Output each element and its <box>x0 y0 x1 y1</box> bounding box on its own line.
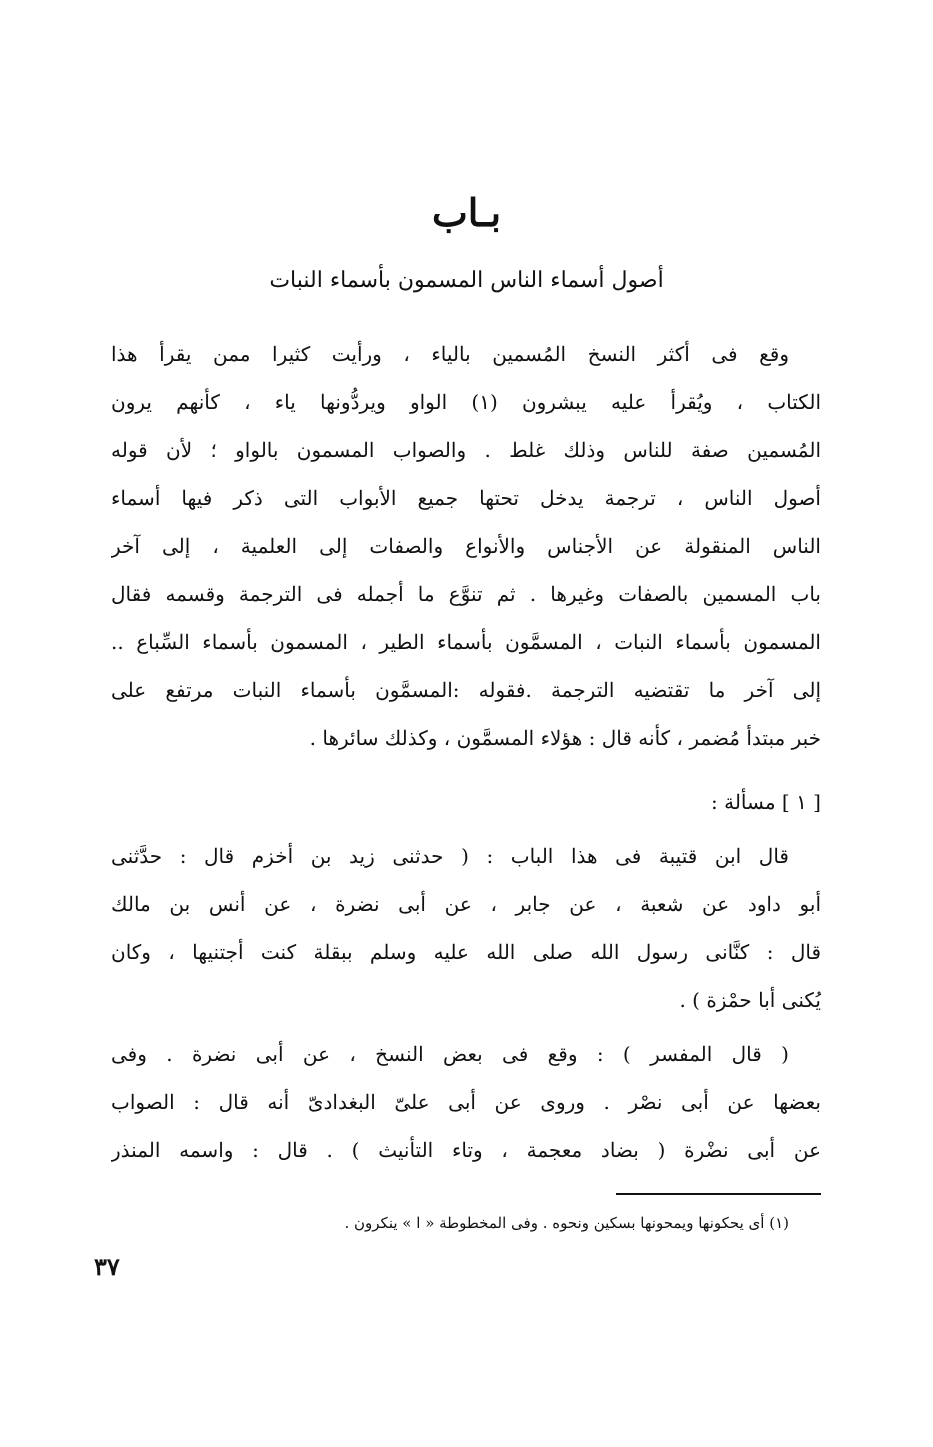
chapter-heading: بـاب <box>431 190 502 235</box>
text-line: قال : كنَّانى رسول الله صلى الله عليه وسلم ببقلة كنت أجتنيها ، وكان <box>111 940 821 964</box>
text-line: ( قال المفسر ) : وقع فى بعض النسخ ، عن أبى نضرة . وفى <box>111 1042 789 1066</box>
footnote-divider <box>616 1193 821 1195</box>
paragraph-commentary <box>111 1030 821 1174</box>
text-line: أصول الناس ، ترجمة يدخل تحتها جميع الأبواب التى ذكر فيها أسماء <box>111 486 821 510</box>
text-line: يُكنى أبا حمْزة ) . <box>679 988 821 1012</box>
text-line: الكتاب ، ويُقرأ عليه يبشرون (١) الواو ويردُّونها ياء ، كأنهم يرون <box>111 390 821 414</box>
text-line: إلى آخر ما تقتضيه الترجمة .فقوله :المسمَّون بأسماء النبات مرتفع على <box>111 678 821 702</box>
footnote: (١) أى يحكونها ويمحونها بسكين ونحوه . وفى المخطوطة « ا » ينكرون . <box>344 1214 789 1232</box>
text-line: باب المسمين بالصفات وغيرها . ثم تنوَّع ما أجمله فى الترجمة وقسمه فقال <box>111 582 821 606</box>
section-heading-masala: [ ١ ] مسألة : <box>711 790 821 814</box>
chapter-subtitle: أصول أسماء الناس المسمون بأسماء النبات <box>269 268 664 293</box>
text-line: أبو داود عن شعبة ، عن جابر ، عن أبى نضرة ، عن أنس بن مالك <box>111 892 821 916</box>
text-line: خبر مبتدأ مُضمر ، كأنه قال : هؤلاء المسمَّون ، وكذلك سائرها . <box>309 726 821 750</box>
text-line: قال ابن قتيبة فى هذا الباب : ( حدثنى زيد بن أخزم قال : حدَّثنى <box>111 844 789 868</box>
page-number: ٣٧ <box>94 1252 120 1281</box>
text-line: عن أبى نضْرة ( بضاد معجمة ، وتاء التأنيث ) . قال : واسمه المنذر <box>111 1138 821 1162</box>
text-line: الناس المنقولة عن الأجناس والأنواع والصفات إلى العلمية ، إلى آخر <box>111 534 821 558</box>
text-line: المسمون بأسماء النبات ، المسمَّون بأسماء الطير ، المسمون بأسماء السِّباع .. <box>111 630 821 654</box>
text-line: بعضها عن أبى نصْر . وروى عن أبى علىّ البغدادىّ أنه قال : الصواب <box>111 1090 821 1114</box>
text-line: المُسمين صفة للناس وذلك غلط . والصواب المسمون بالواو ؛ لأن قوله <box>111 438 821 462</box>
paragraph-intro <box>111 330 821 762</box>
text-line: وقع فى أكثر النسخ المُسمين بالياء ، ورأيت كثيرا ممن يقرأ هذا <box>111 342 789 366</box>
paragraph-hadith <box>111 832 821 1024</box>
